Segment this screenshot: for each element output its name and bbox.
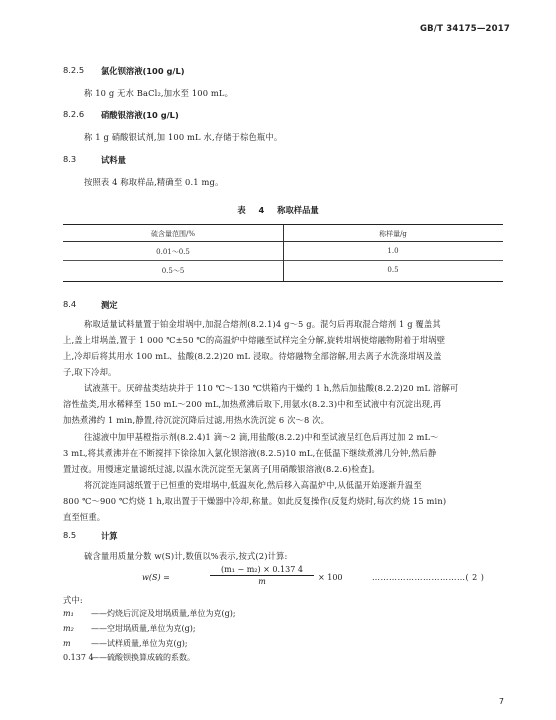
procedure-line: 加热煮沸约 1 min,静置,待沉淀沉降后过滤,用热水洗沉淀 6 次～8 次。 xyxy=(63,415,330,425)
procedure-line: 子,取下冷却。 xyxy=(63,367,117,377)
equation-number: ……………………………( 2 ) xyxy=(372,573,485,582)
section-8-2-6-heading xyxy=(63,109,179,121)
standard-number: GB/T 34175—2017 xyxy=(419,24,510,34)
where-label: 式中: xyxy=(63,595,83,605)
symbol-description: ——硫酸钡换算成硫的系数。 xyxy=(91,653,195,663)
section-8-2-6-body: 称 1 g 硝酸银试剂,加 100 mL 水,存储于棕色瓶中。 xyxy=(84,132,283,142)
section-number: 8.4 xyxy=(63,299,77,309)
table-header-cell: 称样量/g xyxy=(379,230,407,238)
fraction-bar xyxy=(210,575,314,576)
section-number: 8.2.5 xyxy=(63,65,85,75)
symbol-description: ——灼烧后沉淀及坩埚质量,单位为克(g); xyxy=(91,609,236,618)
section-8-4-heading xyxy=(63,299,118,311)
procedure-line: 试液蒸干。厌碎盐类结块并于 110 ℃～130 ℃烘箱内干燥约 1 h,然后加盐酸(8.2.2)20 mL 溶解可 xyxy=(84,383,459,393)
table-cell: 0.5 xyxy=(387,266,399,274)
procedure-line: 上,冷却后将其用水 100 mL、盐酸(8.2.2)20 mL 浸取。待熔融物全部溶解,用去离子水洗涤坩埚及盖 xyxy=(63,351,442,361)
symbol-description: ——试样质量,单位为克(g); xyxy=(91,638,188,648)
procedure-line: 溶性盐类,用水稀释至 150 mL～200 mL,加热煮沸后取下,用氨水(8.2.3)中和至试液中有沉淀出现,再 xyxy=(63,399,442,409)
procedure-line: 直至恒重。 xyxy=(63,512,106,522)
table-cell: 1.0 xyxy=(387,247,399,255)
symbol: m₁ xyxy=(63,609,74,618)
formula-numerator: (m₁ − m₂) × 0.137 4 xyxy=(221,565,303,574)
procedure-line: 800 ℃～900 ℃灼烧 1 h,取出置于干燥器中冷却,称量。如此反复操作(反复灼烧时,每次约烧 15 min) xyxy=(63,496,447,506)
section-title: 氯化钡溶液(100 g/L) xyxy=(101,66,185,76)
section-8-5-heading xyxy=(63,530,118,542)
section-number: 8.5 xyxy=(63,530,77,540)
page-number: 7 xyxy=(498,697,504,706)
table-header-cell: 硫含量范围/% xyxy=(150,230,195,238)
formula-multiplier: × 100 xyxy=(318,573,343,582)
section-title: 试料量 xyxy=(101,155,126,165)
symbol: 0.137 4 xyxy=(63,653,94,663)
definition-row xyxy=(63,651,236,666)
procedure-line: 3 mL,将其煮沸并在不断搅拌下徐徐加入氯化钡溶液(8.2.5)10 mL,在低温下继续煮沸几分钟,然后静 xyxy=(63,448,437,458)
procedure-line: 将沉淀连同滤纸置于已恒重的瓷坩埚中,低温灰化,然后移入高温炉中,从低温开始逐渐升温至 xyxy=(84,480,422,490)
calculation-intro: 硫含量用质量分数 w(S)计,数值以%表示,按式(2)计算: xyxy=(84,551,288,561)
section-8-3-heading xyxy=(63,154,126,166)
sulfur-formula xyxy=(142,565,492,589)
section-title: 测定 xyxy=(101,300,118,310)
procedure-line: 往滤液中加甲基橙指示剂(8.2.4)1 滴～2 滴,用盐酸(8.2.2)中和至试液呈红色后再过加 2 mL～ xyxy=(84,432,439,442)
section-number: 8.2.6 xyxy=(63,109,85,119)
procedure-line: 置过夜。用慢速定量滤纸过滤,以温水洗沉淀至无氯离子[用硝酸银溶液(8.2.6)检查]。 xyxy=(63,464,380,474)
procedure-line: 称取适量试料量置于铂金坩埚中,加混合熔剂(8.2.1)4 g～5 g。混匀后再取混合熔剂 1 g 覆盖其 xyxy=(84,319,441,329)
symbol-description: ——空坩埚质量,单位为克(g); xyxy=(91,623,196,633)
symbol: m xyxy=(63,638,71,648)
formula-denominator: m xyxy=(258,577,266,586)
symbol: m₂ xyxy=(63,623,74,633)
table-cell: 0.01～0.5 xyxy=(156,248,190,256)
section-title: 硝酸银溶液(10 g/L) xyxy=(101,110,179,120)
table-cell: 0.5～5 xyxy=(161,267,185,275)
table-caption: 表 4 称取样品量 xyxy=(237,205,319,215)
symbol-definitions xyxy=(63,607,236,666)
sample-mass-table xyxy=(63,224,503,282)
section-8-2-5-heading xyxy=(63,65,185,77)
section-8-3-body: 按照表 4 称取样品,精确至 0.1 mg。 xyxy=(84,177,224,187)
section-title: 计算 xyxy=(101,531,118,541)
procedure-line: 上,盖上坩埚盖,置于 1 000 ℃±50 ℃的高温炉中熔融至试样完全分解,旋转坩埚使熔融物附着于坩埚壁 xyxy=(63,335,446,345)
definition-row xyxy=(63,637,236,652)
formula-lhs: w(S) = xyxy=(142,573,170,582)
section-8-2-5-body: 称 10 g 无水 BaCl₂,加水至 100 mL。 xyxy=(84,88,234,98)
definition-row xyxy=(63,622,236,637)
section-number: 8.3 xyxy=(63,154,77,164)
formula-fraction xyxy=(210,565,314,586)
definition-row xyxy=(63,607,236,622)
